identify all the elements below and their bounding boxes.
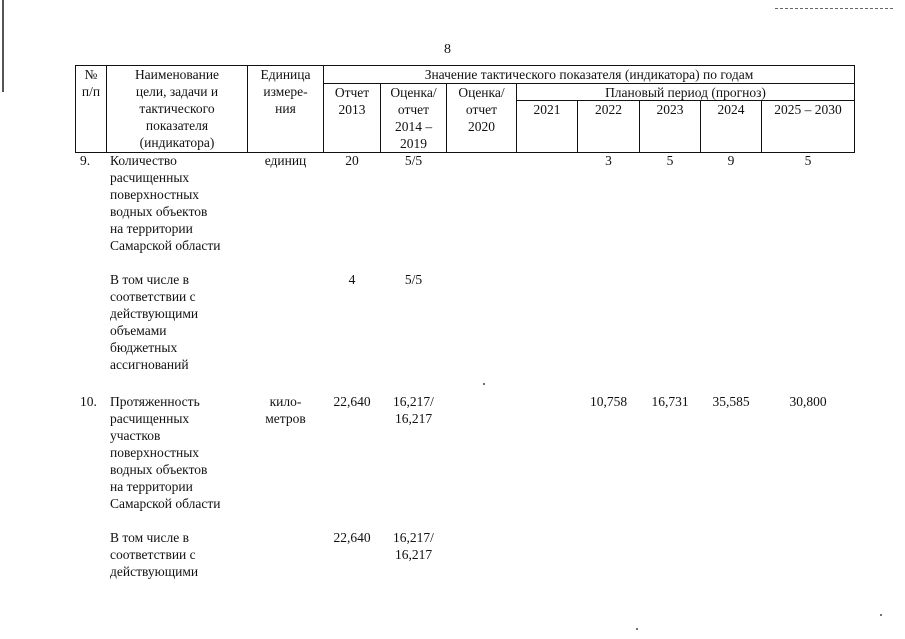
row-name: В том числе в соответствии с действующими: [110, 530, 199, 579]
header-year-2022: 2022: [595, 102, 622, 117]
cell-2025-2030: 5: [804, 153, 812, 168]
header-year-2025-2030: 2025 – 2030: [774, 102, 842, 117]
row-number: 10.: [80, 394, 97, 409]
row-number: 9.: [80, 153, 91, 168]
cell-2022: 3: [605, 153, 612, 168]
row-name: Протяженность расчищенных участков поверхностных водных объектов на территории Самарской области: [110, 394, 221, 511]
header-group-title: Значение тактического показателя (индикатора) по годам: [424, 67, 754, 82]
cell-estimate: 16,217/ 16,217: [393, 394, 434, 426]
cell-2024: 9: [727, 153, 735, 168]
cell-2024: 35,585: [712, 394, 750, 409]
cell-2022: 10,758: [589, 394, 628, 409]
cell-2013: 20: [345, 153, 359, 168]
cell-2013: 22,640: [333, 394, 371, 409]
cell-estimate: 16,217/ 16,217: [393, 530, 434, 562]
table-header: [0, 0, 905, 160]
header-estimate: Оценка/ отчет 2014 – 2019: [390, 85, 437, 151]
header-year-2023: 2023: [656, 102, 684, 117]
header-2013: Отчет 2013: [334, 85, 370, 117]
cell-estimate: 5/5: [404, 153, 423, 168]
scan-speck: [483, 383, 485, 385]
header-unit: Единица измере- ния: [260, 67, 311, 116]
row-unit: единиц: [264, 153, 307, 168]
scan-speck: [880, 614, 882, 616]
cell-2025-2030: 30,800: [789, 394, 827, 409]
header-plan-title: Плановый период (прогноз): [605, 85, 766, 100]
header-year-2021: 2021: [533, 102, 561, 117]
row-unit: кило- метров: [265, 394, 306, 426]
cell-estimate: 5/5: [404, 272, 423, 287]
row-name: В том числе в соответствии с действующими объемами бюджетных ассигнований: [110, 272, 199, 372]
header-year-2024: 2024: [717, 102, 745, 117]
row-name: Количество расчищенных поверхностных водных объектов на территории Самарской области: [110, 153, 221, 253]
header-no: № п/п: [81, 67, 101, 99]
header-name: Наименование цели, задачи и тактического показателя (индикатора): [134, 67, 220, 150]
cell-2013: 22,640: [333, 530, 371, 545]
cell-2023: 5: [666, 153, 674, 168]
scan-speck: [636, 628, 638, 630]
cell-2013: 4: [348, 272, 356, 287]
cell-2023: 16,731: [651, 394, 689, 409]
page-number: 8: [444, 42, 451, 57]
header-2020: Оценка/ отчет 2020: [458, 85, 505, 134]
